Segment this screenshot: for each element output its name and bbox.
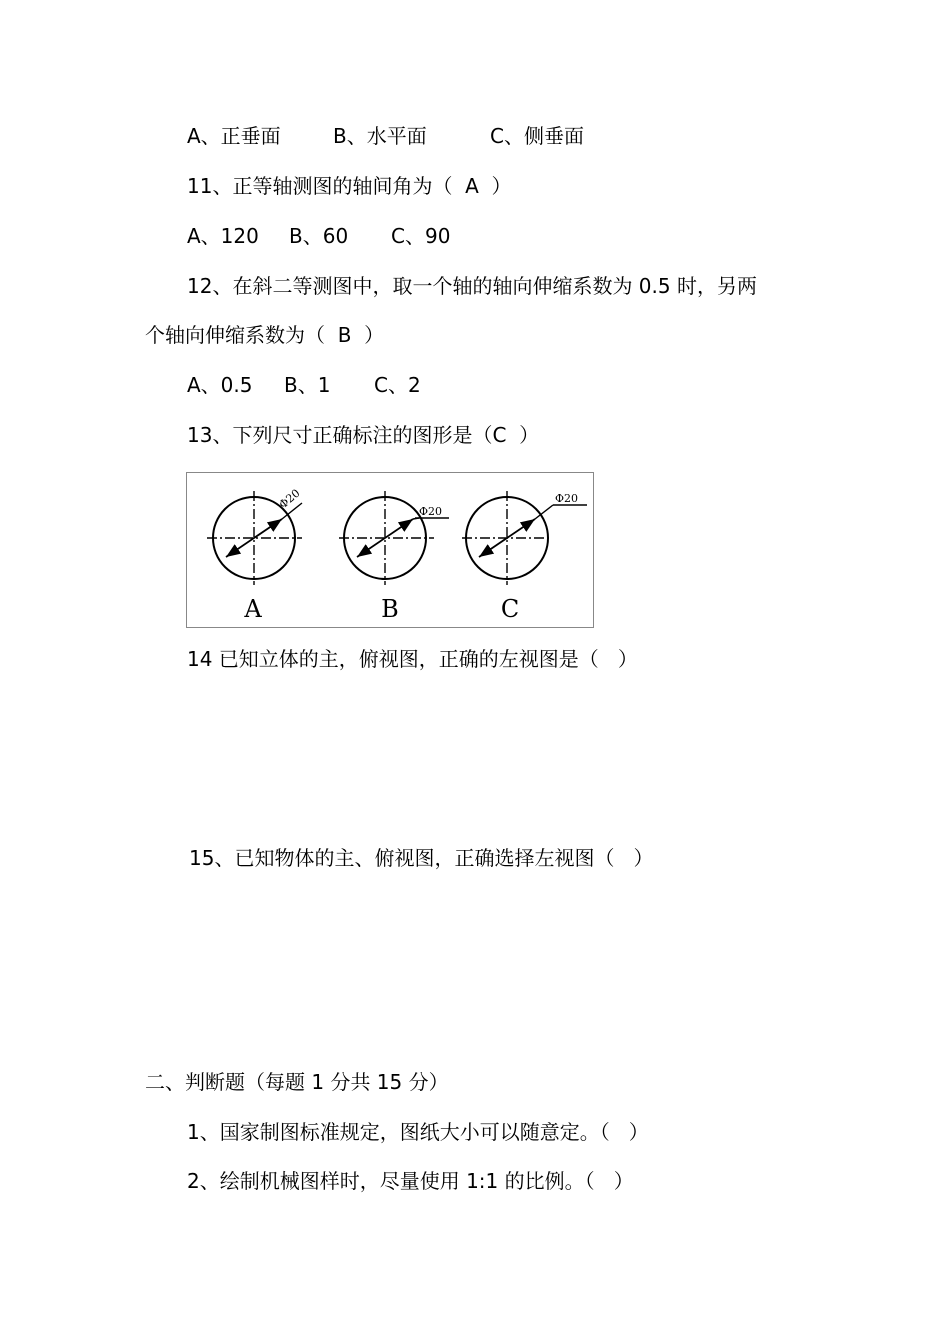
q12-question-line2: 个轴向伸缩系数为（ B ） (145, 323, 385, 347)
dim-label-c: Φ20 (555, 492, 579, 505)
q10-option-c: C、侧垂面 (490, 124, 584, 148)
q13-dimension-figure (186, 472, 594, 628)
q12-option-c: C、2 (374, 373, 421, 397)
circle-option-c (462, 491, 587, 585)
dim-label-a: Φ20 (276, 486, 303, 512)
circle-dimension-diagram (187, 473, 593, 627)
judge-item-2: 2、绘制机械图样时，尽量使用 1:1 的比例。（ ） (187, 1169, 634, 1193)
q14-question: 14 已知立体的主，俯视图，正确的左视图是（ ） (187, 647, 638, 671)
figure-label-c: C (500, 595, 520, 623)
q13-question: 13、下列尺寸正确标注的图形是（C ） (187, 423, 540, 447)
section-heading: 二、判断题（每题 1 分共 15 分） (145, 1070, 449, 1094)
dim-label-b: Φ20 (419, 505, 443, 518)
circle-option-a (207, 487, 303, 585)
q10-option-b: B、水平面 (333, 124, 427, 148)
q11-option-b: B、60 (289, 224, 349, 248)
q15-question: 15、已知物体的主、俯视图，正确选择左视图（ ） (189, 846, 654, 870)
q10-option-a: A、正垂面 (187, 124, 281, 148)
q11-option-a: A、120 (187, 224, 259, 248)
judge-item-1: 1、国家制图标准规定，图纸大小可以随意定。（ ） (187, 1120, 649, 1144)
q12-question-line1: 12、在斜二等测图中，取一个轴的轴向伸缩系数为 0.5 时，另两 (187, 274, 757, 298)
q11-options (0, 222, 950, 250)
q10-options (0, 122, 950, 150)
figure-label-a: A (244, 595, 262, 623)
q12-option-b: B、1 (284, 373, 331, 397)
q12-options (0, 371, 950, 399)
q12-option-a: A、0.5 (187, 373, 253, 397)
figure-label-b: B (381, 595, 399, 623)
q11-option-c: C、90 (391, 224, 451, 248)
circle-option-b (339, 491, 449, 585)
q11-question: 11、正等轴测图的轴间角为（ A ） (187, 174, 512, 198)
